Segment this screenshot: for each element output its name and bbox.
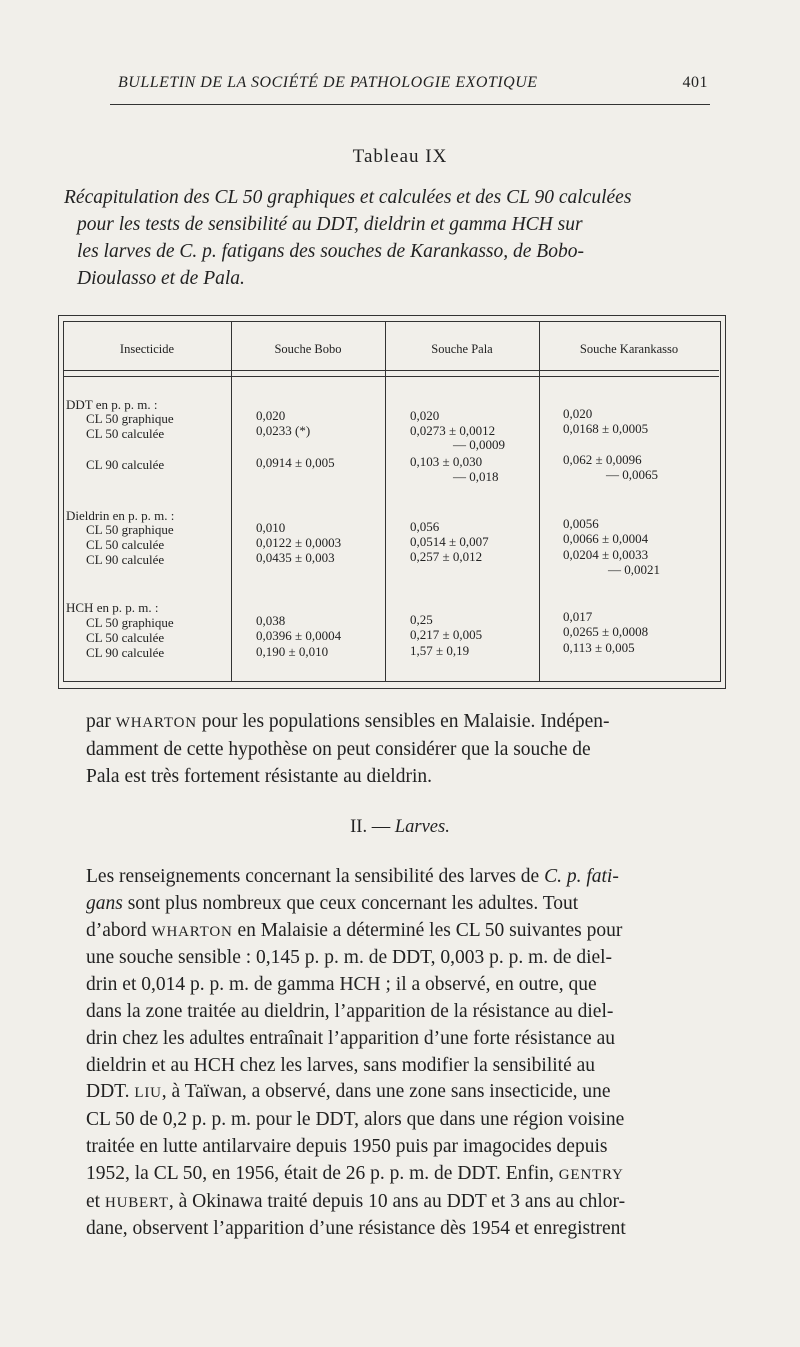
cell-bobo: 0,010 <box>256 520 286 535</box>
col-header-pala: Souche Pala <box>431 342 493 356</box>
paragraph <box>86 709 706 790</box>
cell-pala-extra: — 0,0009 <box>453 437 505 452</box>
author-name: WHARTON <box>151 923 233 940</box>
cell-pala: 0,257 ± 0,012 <box>410 549 483 564</box>
row-label: CL 50 calculée <box>86 537 165 552</box>
text-line: dieldrin et au HCH chez les larves, sans modifier la sensibilité au <box>86 1054 596 1076</box>
col-header-karankasso: Souche Karankasso <box>579 342 679 356</box>
text-line <box>86 1161 710 1189</box>
cell-bobo: 0,020 <box>256 408 286 423</box>
cell-pala-extra: — 0,018 <box>453 469 499 484</box>
cell-pala: 0,103 ± 0,030 <box>410 454 483 469</box>
author-name: HUBERT <box>104 1194 169 1211</box>
cell-bobo: 0,038 <box>256 613 286 628</box>
journal-title: BULLETIN DE LA SOCIÉTÉ DE PATHOLOGIE EXOTIQUE <box>118 74 538 91</box>
row-label: CL 50 graphique <box>86 522 174 537</box>
cell-karankasso: 0,062 ± 0,0096 <box>563 452 642 467</box>
cell-karankasso: 0,113 ± 0,005 <box>563 640 635 655</box>
cell-bobo: 0,0914 ± 0,005 <box>256 455 335 470</box>
header-rule <box>110 104 710 105</box>
text-line <box>86 891 710 918</box>
cell-karankasso: 0,0265 ± 0,0008 <box>563 624 649 639</box>
cell-bobo: 0,0233 (*) <box>256 423 311 438</box>
text-line: drin chez les adultes entraînait l’apparition d’une forte résistance au <box>86 1027 615 1049</box>
column-divider <box>231 321 232 681</box>
text-line: dans la zone traitée au dieldrin, l’apparition de la résistance au diel- <box>86 1000 614 1022</box>
text-run: par <box>86 711 116 732</box>
cell-karankasso: 0,0168 ± 0,0005 <box>563 421 649 436</box>
row-label: CL 50 calculée <box>86 426 165 441</box>
row-label: CL 90 calculée <box>86 645 165 660</box>
text-line: drin et 0,014 p. p. m. de gamma HCH ; il a observé, en outre, que <box>86 974 597 996</box>
caption-line: Dioulasso et de Pala. <box>77 268 245 289</box>
text-run: 1952, la CL 50, en 1956, était de 26 p. p. m. de DDT. Enfin, <box>86 1162 559 1184</box>
text-line <box>86 709 706 737</box>
row-label: CL 50 calculée <box>86 630 165 645</box>
text-line: dane, observent l’apparition d’une résistance dès 1954 et enregistrent <box>86 1218 626 1240</box>
cell-pala: 0,25 <box>410 612 433 627</box>
cell-bobo: 0,190 ± 0,010 <box>256 644 329 659</box>
row-label: CL 90 calculée <box>86 457 165 472</box>
table-title: Tableau IX <box>352 146 448 167</box>
header-divider <box>63 370 719 371</box>
cell-karankasso: 0,0204 ± 0,0033 <box>563 547 649 562</box>
header-divider <box>63 376 719 377</box>
row-label: CL 90 calculée <box>86 552 165 567</box>
text-line <box>86 1079 710 1107</box>
row-label: CL 50 graphique <box>86 411 174 426</box>
text-run: et <box>86 1190 105 1212</box>
text-line <box>86 918 710 946</box>
text-run: d’abord <box>86 919 152 941</box>
paragraph <box>86 864 710 1243</box>
text-run: en Malaisie a déterminé les CL 50 suivantes pour <box>232 919 623 941</box>
text-run: pour les populations sensibles en Malaisie. Indépen- <box>196 711 610 732</box>
text-line: damment de cette hypothèse on peut considérer que la souche de <box>86 738 591 760</box>
cell-pala: 0,020 <box>410 408 440 423</box>
author-name: WHARTON <box>115 715 197 731</box>
group-title-ddt: DDT en p. p. m. : <box>66 397 158 412</box>
text-run: sont plus nombreux que ceux concernant les adultes. Tout <box>122 892 579 914</box>
cell-bobo: 0,0122 ± 0,0003 <box>256 535 342 550</box>
text-line: CL 50 de 0,2 p. p. m. pour le DDT, alors que dans une région voisine <box>86 1109 625 1131</box>
species-name: gans <box>86 892 123 914</box>
section-title: Larves. <box>394 817 450 837</box>
cell-karankasso: 0,0056 <box>563 516 599 531</box>
section-number: II. — <box>350 817 395 837</box>
caption-line: pour les tests de sensibilité au DDT, dieldrin et gamma HCH sur <box>77 214 583 235</box>
cell-karankasso: 0,0066 ± 0,0004 <box>563 531 649 546</box>
text-line: traitée en lutte antilarvaire depuis 1950 puis par imagocides depuis <box>86 1135 608 1157</box>
table-caption <box>64 184 704 292</box>
text-run: , à Taïwan, a observé, dans une zone sans insecticide, une <box>161 1081 611 1103</box>
cell-karankasso-extra: — 0,0065 <box>606 467 658 482</box>
cell-karankasso: 0,017 <box>563 609 593 624</box>
cell-pala: 0,217 ± 0,005 <box>410 627 483 642</box>
text-run: , à Okinawa traité depuis 10 ans au DDT et 3 ans au chlor- <box>168 1190 626 1212</box>
cell-bobo: 0,0435 ± 0,003 <box>256 550 335 565</box>
column-divider <box>385 321 386 681</box>
row-label: CL 50 graphique <box>86 615 174 630</box>
group-title-dieldrin: Dieldrin en p. p. m. : <box>66 508 175 523</box>
cell-bobo: 0,0396 ± 0,0004 <box>256 628 342 643</box>
section-heading <box>0 817 800 838</box>
col-header-bobo: Souche Bobo <box>274 342 342 356</box>
text-line <box>86 864 710 891</box>
cell-pala: 0,0273 ± 0,0012 <box>410 423 496 438</box>
text-run: DDT. <box>86 1081 135 1103</box>
cell-pala: 1,57 ± 0,19 <box>410 643 470 658</box>
column-divider <box>539 321 540 681</box>
col-header-insecticide: Insecticide <box>119 342 175 356</box>
text-line: Pala est très fortement résistante au dieldrin. <box>86 765 433 787</box>
cell-karankasso: 0,020 <box>563 406 593 421</box>
caption-line: Récapitulation des CL 50 graphiques et calculées et des CL 90 calculées <box>64 187 632 208</box>
caption-line: les larves de C. p. fatigans des souches de Karankasso, de Bobo- <box>77 241 584 262</box>
cell-pala: 0,056 <box>410 519 440 534</box>
author-name: LIU <box>134 1085 162 1102</box>
cell-pala: 0,0514 ± 0,007 <box>410 534 489 549</box>
group-title-hch: HCH en p. p. m. : <box>66 600 159 615</box>
text-line <box>86 1189 710 1217</box>
species-name: C. p. fati- <box>544 866 619 887</box>
cell-karankasso-extra: — 0,0021 <box>608 562 660 577</box>
author-name: GENTRY <box>558 1166 624 1183</box>
page-number: 401 <box>682 74 708 91</box>
text-run: Les renseignements concernant la sensibilité des larves de <box>86 866 545 887</box>
text-line: une souche sensible : 0,145 p. p. m. de DDT, 0,003 p. p. m. de diel- <box>86 947 613 969</box>
